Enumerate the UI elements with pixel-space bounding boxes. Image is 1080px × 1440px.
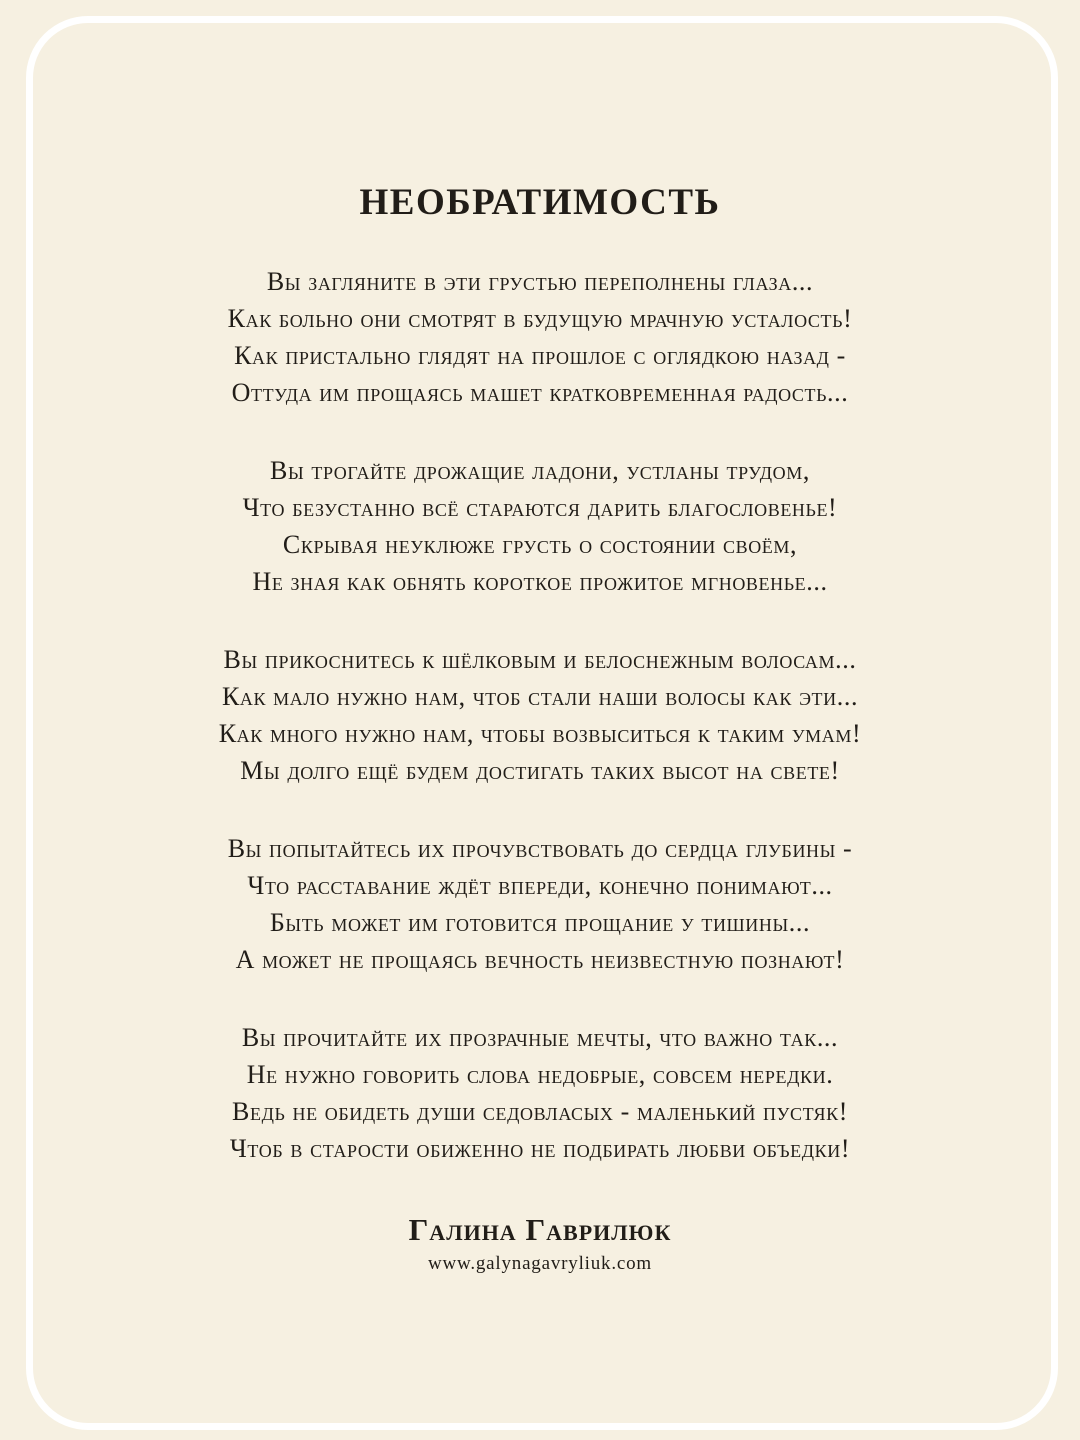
- poem-line: А может не прощаясь вечность неизвестную познают!: [235, 945, 845, 974]
- poem-line: Не нужно говорить слова недобрые, совсем нередки.: [246, 1060, 834, 1089]
- poem-line: Оттуда им прощаясь машет кратковременная радость...: [231, 378, 849, 407]
- poem-line: Скрывая неуклюже грусть о состоянии своём,: [282, 530, 798, 559]
- poem-stanza: [90, 1019, 990, 1167]
- poem-line: Чтоб в старости обиженно не подбирать любви объедки!: [229, 1134, 851, 1163]
- poem-title: НЕОБРАТИМОСТЬ: [359, 182, 721, 223]
- poem-line: Ведь не обидеть души седовласых - маленький пустяк!: [232, 1097, 848, 1126]
- poem-line: Вы попытайтесь их прочувствовать до сердца глубины -: [227, 834, 853, 863]
- poem-line: Как мало нужно нам, чтоб стали наши волосы как эти...: [221, 682, 859, 711]
- poem-line: Быть может им готовится прощание у тишины...: [269, 908, 811, 937]
- poem-stanza: [90, 641, 990, 789]
- poem-body: [0, 263, 1080, 1167]
- poem-line: Как пристально глядят на прошлое с оглядкою назад -: [234, 341, 846, 370]
- poem-stanza: [90, 452, 990, 600]
- poem-line: Как больно они смотрят в будущую мрачную усталость!: [227, 304, 853, 333]
- poem-line: Не зная как обнять короткое прожитое мгновенье...: [252, 567, 828, 596]
- poem-stanza: [90, 830, 990, 978]
- poem-line: Вы прикоснитесь к шёлковым и белоснежным волосам...: [223, 645, 857, 674]
- poem-line: Мы долго ещё будем достигать таких высот на свете!: [240, 756, 840, 785]
- poem-line: Что безустанно всё стараются дарить благословенье!: [242, 493, 838, 522]
- poem-line: Вы трогайте дрожащие ладони, устланы трудом,: [270, 456, 810, 485]
- poem-line: Как много нужно нам, чтобы возвыситься к таким умам!: [218, 719, 862, 748]
- poem-stanza: [90, 263, 990, 411]
- author-website: www.galynagavryliuk.com: [427, 1253, 652, 1274]
- poem-line: Вы загляните в эти грустью переполнены глаза...: [266, 267, 814, 296]
- poem-line: Вы прочитайте их прозрачные мечты, что важно так...: [241, 1023, 839, 1052]
- author-name: Галина Гаврилюк: [408, 1212, 672, 1247]
- poem-line: Что расставание ждёт впереди, конечно понимают...: [247, 871, 833, 900]
